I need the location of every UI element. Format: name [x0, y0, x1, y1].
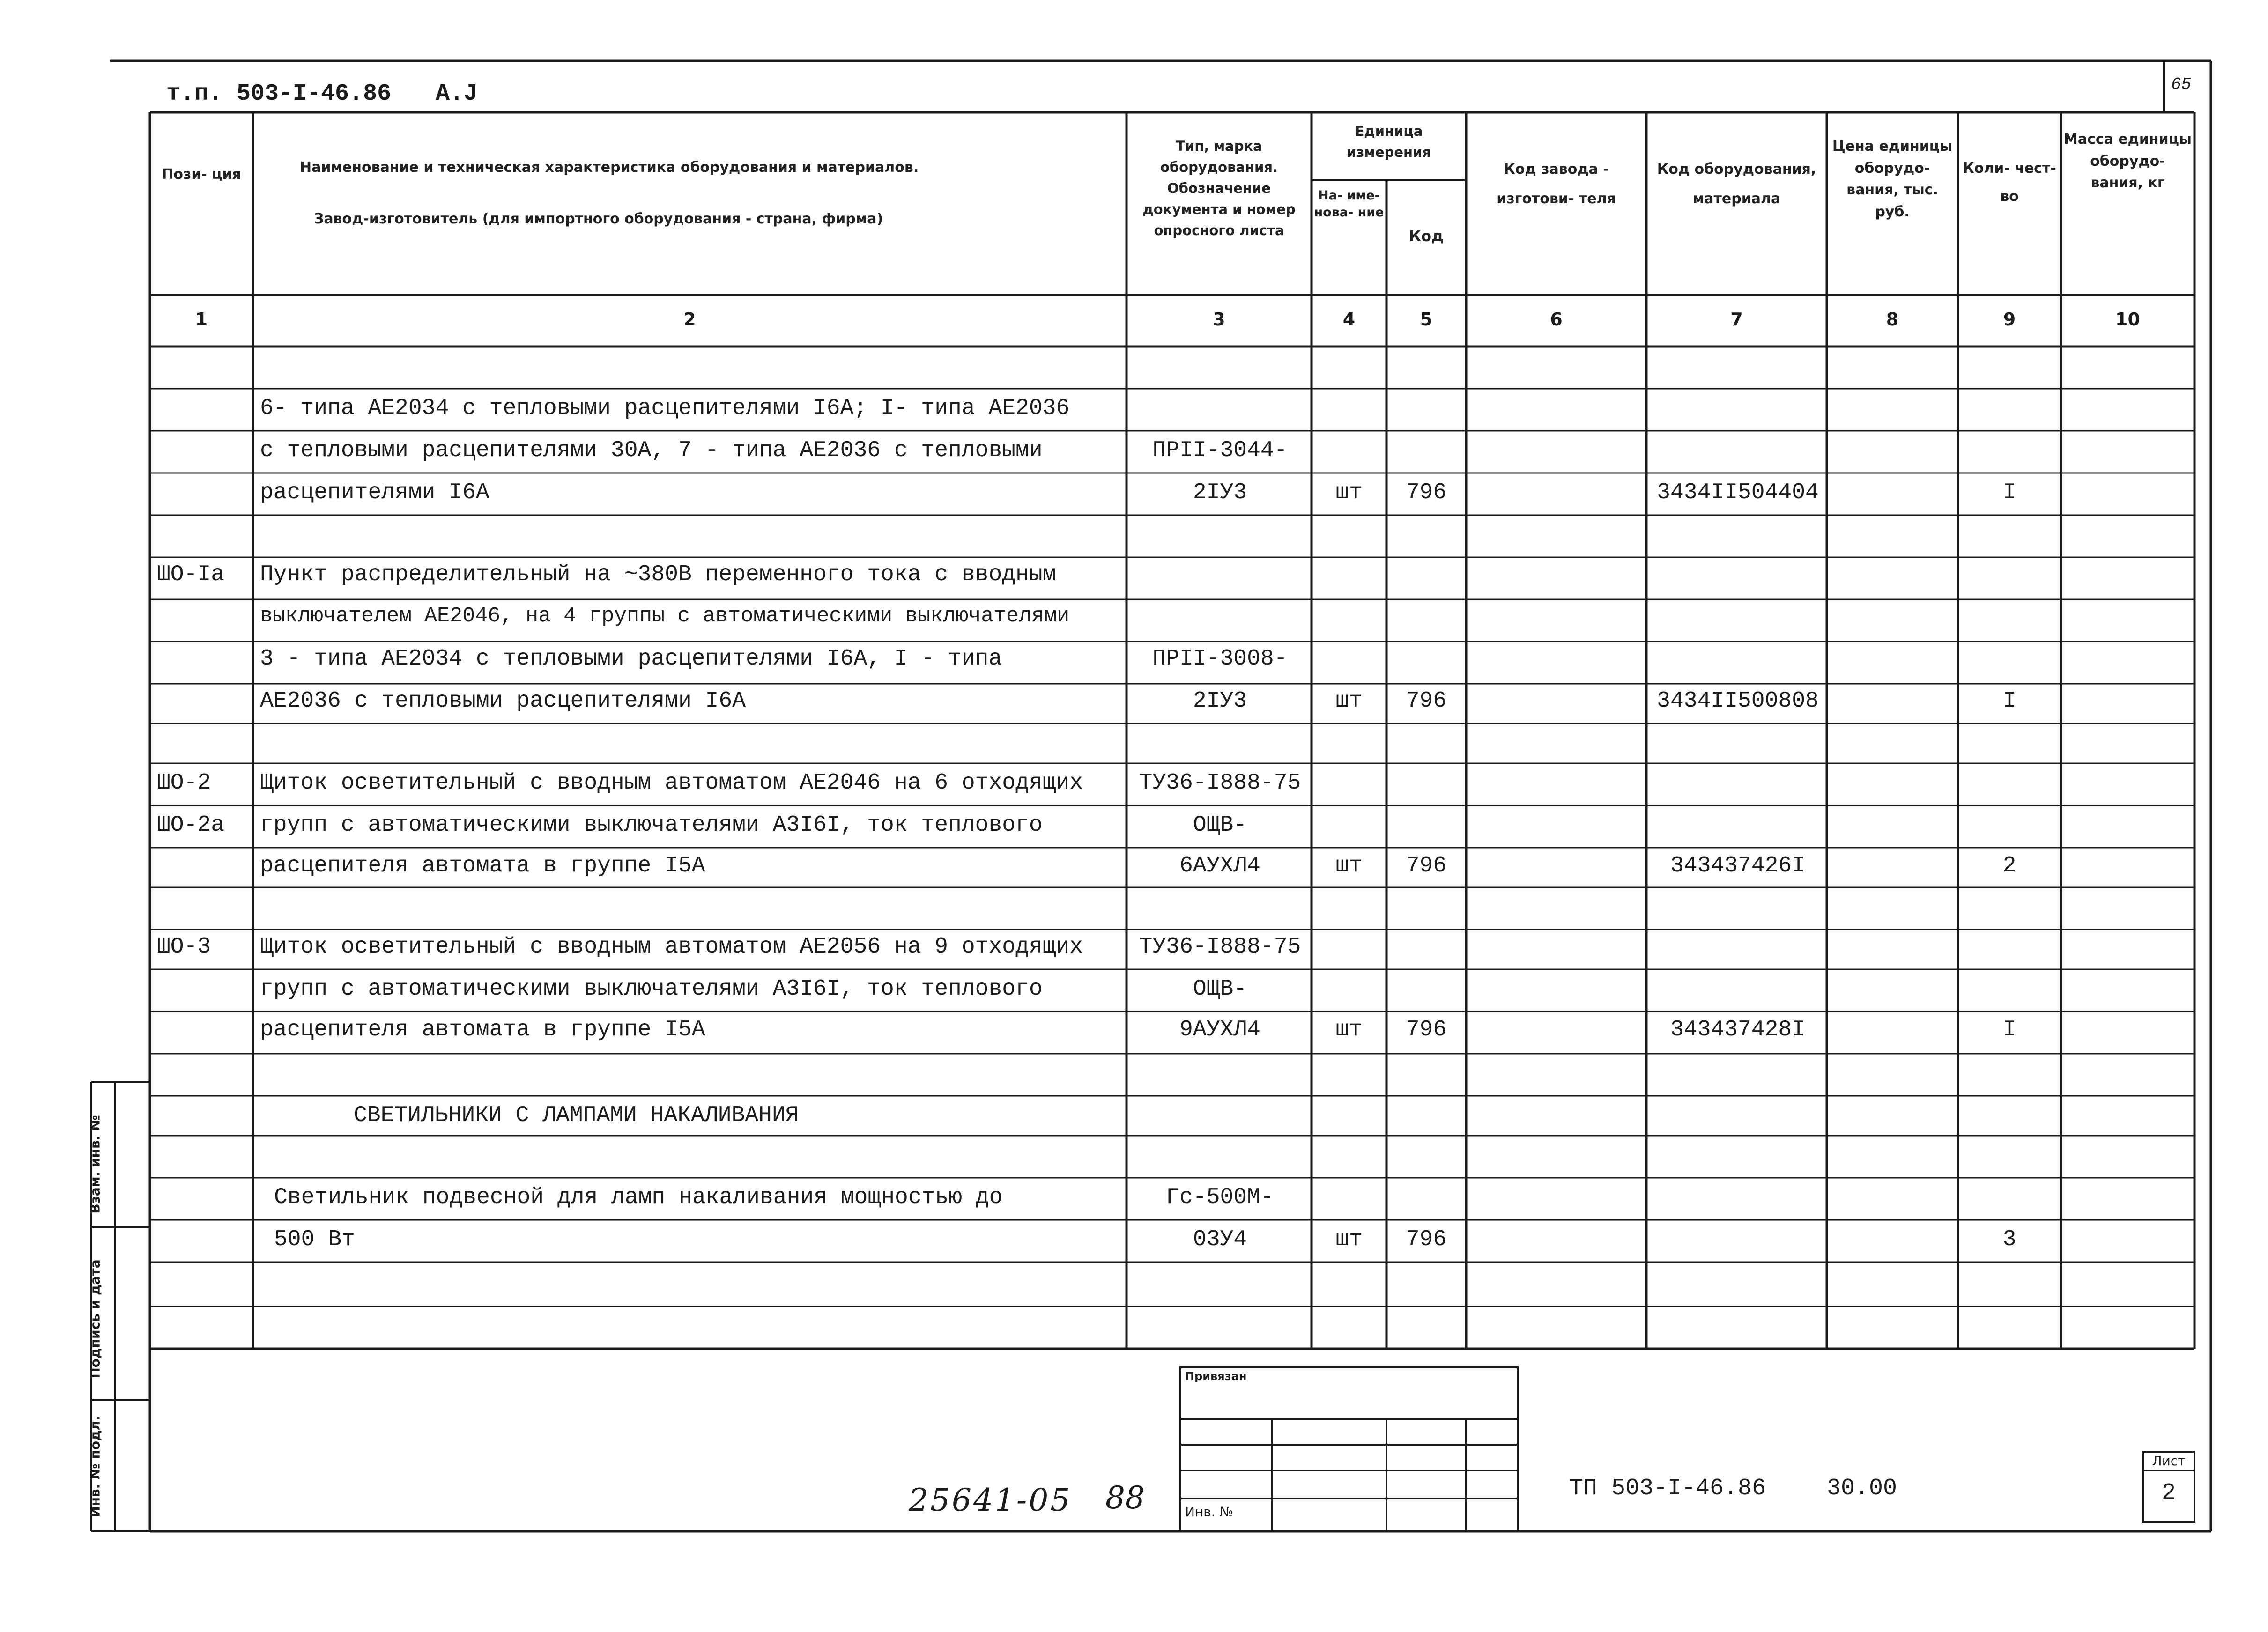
equipment-code-cell: 343437428I — [1670, 1017, 1806, 1042]
type-cell: ПРII-3044- — [1152, 438, 1288, 463]
header-unit-price: Цена единицы оборудо- вания, тыс. руб. — [1832, 138, 1953, 220]
name-cell: групп с автоматическими выключателями А3I6I, ток теплового — [260, 812, 1043, 838]
type-cell: 6АУХЛ4 — [1179, 853, 1260, 879]
type-cell: 2IУ3 — [1193, 688, 1247, 714]
side-label-signature: Подпись и дата — [87, 1259, 103, 1379]
position-cell: ШО-2 — [157, 770, 211, 796]
name-cell: расцепителя автомата в группе I5А — [260, 853, 705, 879]
col-number: 1 — [195, 309, 208, 330]
equipment-code-cell: 3434II500808 — [1657, 688, 1819, 714]
type-cell: 03У4 — [1193, 1227, 1247, 1252]
section-label: А.Ј — [436, 81, 478, 107]
header-equipment-code: Код оборудования, материала — [1657, 161, 1816, 207]
unit-cell: шт — [1335, 480, 1363, 505]
col-number: 2 — [683, 309, 696, 330]
col-number: 3 — [1213, 309, 1225, 330]
header-name-line1: Наименование и техническая характеристика оборудования и материалов. — [300, 159, 919, 176]
side-label-original-inventory: Инв. № подл. — [87, 1416, 103, 1517]
quantity-cell: I — [2002, 480, 2016, 505]
stamp-bound-label: Привязан — [1185, 1370, 1247, 1383]
stamp-document-code: ТП 503-I-46.86 — [1569, 1475, 1766, 1502]
unit-code-cell: 796 — [1406, 853, 1447, 879]
name-cell: Щиток осветительный с вводным автоматом АЕ2046 на 6 отходящих — [260, 770, 1083, 796]
name-cell: Щиток осветительный с вводным автоматом АЕ2056 на 9 отходящих — [260, 934, 1083, 960]
quantity-cell: I — [2002, 688, 2016, 714]
name-cell: групп с автоматическими выключателями А3I6I, ток теплового — [260, 976, 1043, 1002]
header-type: Тип, марка оборудования. Обозначение документа и номер опросного листа — [1142, 138, 1296, 238]
header-name-line2: Завод-изготовитель (для импортного оборудования - страна, фирма) — [314, 211, 883, 227]
col-number: 6 — [1550, 309, 1563, 330]
col-number: 4 — [1342, 309, 1356, 330]
header-unit-code: Код — [1409, 227, 1444, 245]
header-manufacturer-code: Код завода - изготови- теля — [1497, 161, 1616, 207]
col-number: 8 — [1886, 309, 1899, 330]
header-quantity: Коли- чест- во — [1963, 160, 2056, 205]
unit-cell: шт — [1335, 688, 1363, 714]
unit-cell: шт — [1335, 853, 1363, 879]
position-cell: ШО-3 — [157, 934, 211, 960]
unit-code-cell: 796 — [1406, 1017, 1447, 1042]
name-cell: с тепловыми расцепителями 30А, 7 - типа АЕ2036 с тепловыми — [260, 438, 1043, 463]
col-number: 9 — [2003, 309, 2016, 330]
unit-cell: шт — [1335, 1017, 1363, 1042]
type-cell: ТУ36-I888-75 — [1139, 770, 1301, 796]
header-unit-mass: Масса единицы оборудо- вания, кг — [2063, 131, 2192, 191]
quantity-cell: 3 — [2002, 1227, 2016, 1252]
header-unit-name: На- име- нова- ние — [1314, 188, 1384, 220]
handwritten-number: 25641-05 — [909, 1482, 1072, 1518]
side-label-replacement: Взам. инв. № — [87, 1115, 103, 1214]
name-cell: 6- типа АЕ2034 с тепловыми расцепителями I6А; I- типа АЕ2036 — [260, 396, 1070, 421]
type-cell: ПРII-3008- — [1152, 646, 1288, 672]
header-position: Пози- ция — [162, 166, 241, 183]
name-cell: Пункт распределительный на ~380В переменного тока с вводным — [260, 562, 1056, 587]
document-reference: т.п. 503-I-46.86 — [166, 81, 392, 107]
type-cell: 2IУ3 — [1193, 480, 1247, 505]
name-cell: 500 Вт — [274, 1227, 355, 1252]
unit-code-cell: 796 — [1406, 688, 1447, 714]
page-corner-number: 65 — [2171, 75, 2192, 94]
unit-code-cell: 796 — [1406, 1227, 1447, 1252]
name-cell: СВЕТИЛЬНИКИ С ЛАМПАМИ НАКАЛИВАНИЯ — [354, 1103, 799, 1128]
type-cell: ТУ36-I888-75 — [1139, 934, 1301, 960]
stamp-inventory-label: Инв. № — [1185, 1504, 1233, 1520]
position-cell: ШО-Iа — [157, 562, 225, 587]
type-cell: 9АУХЛ4 — [1179, 1017, 1260, 1042]
name-cell: расцепителя автомата в группе I5А — [260, 1017, 705, 1042]
equipment-code-cell: 3434II504404 — [1657, 480, 1819, 505]
col-number: 10 — [2115, 309, 2140, 330]
equipment-code-cell: 343437426I — [1670, 853, 1806, 879]
unit-cell: шт — [1335, 1227, 1363, 1252]
name-cell: расцепителями I6А — [260, 480, 489, 505]
header-unit-group: Единица измерения — [1347, 123, 1431, 160]
type-cell: ОЩВ- — [1193, 812, 1247, 838]
name-cell: Светильник подвесной для ламп накаливания мощностью до — [274, 1185, 1003, 1210]
name-cell: АЕ2036 с тепловыми расцепителями I6А — [260, 688, 746, 714]
col-number: 7 — [1730, 309, 1743, 330]
type-cell: ОЩВ- — [1193, 976, 1247, 1002]
col-number: 5 — [1420, 309, 1433, 330]
position-cell: ШО-2а — [157, 812, 225, 838]
stamp-sheet-code: 30.00 — [1827, 1475, 1897, 1502]
type-cell: Гс-500М- — [1166, 1185, 1274, 1210]
handwritten-year: 88 — [1105, 1480, 1145, 1516]
quantity-cell: 2 — [2002, 853, 2016, 879]
stamp-sheet-label: Лист — [2152, 1453, 2186, 1469]
name-cell: выключателем АЕ2046, на 4 группы с автоматическими выключателями — [260, 604, 1070, 628]
stamp-sheet-number: 2 — [2161, 1480, 2176, 1506]
quantity-cell: I — [2002, 1017, 2016, 1042]
unit-code-cell: 796 — [1406, 480, 1447, 505]
name-cell: 3 - типа АЕ2034 с тепловыми расцепителями I6А, I - типа — [260, 646, 1002, 672]
